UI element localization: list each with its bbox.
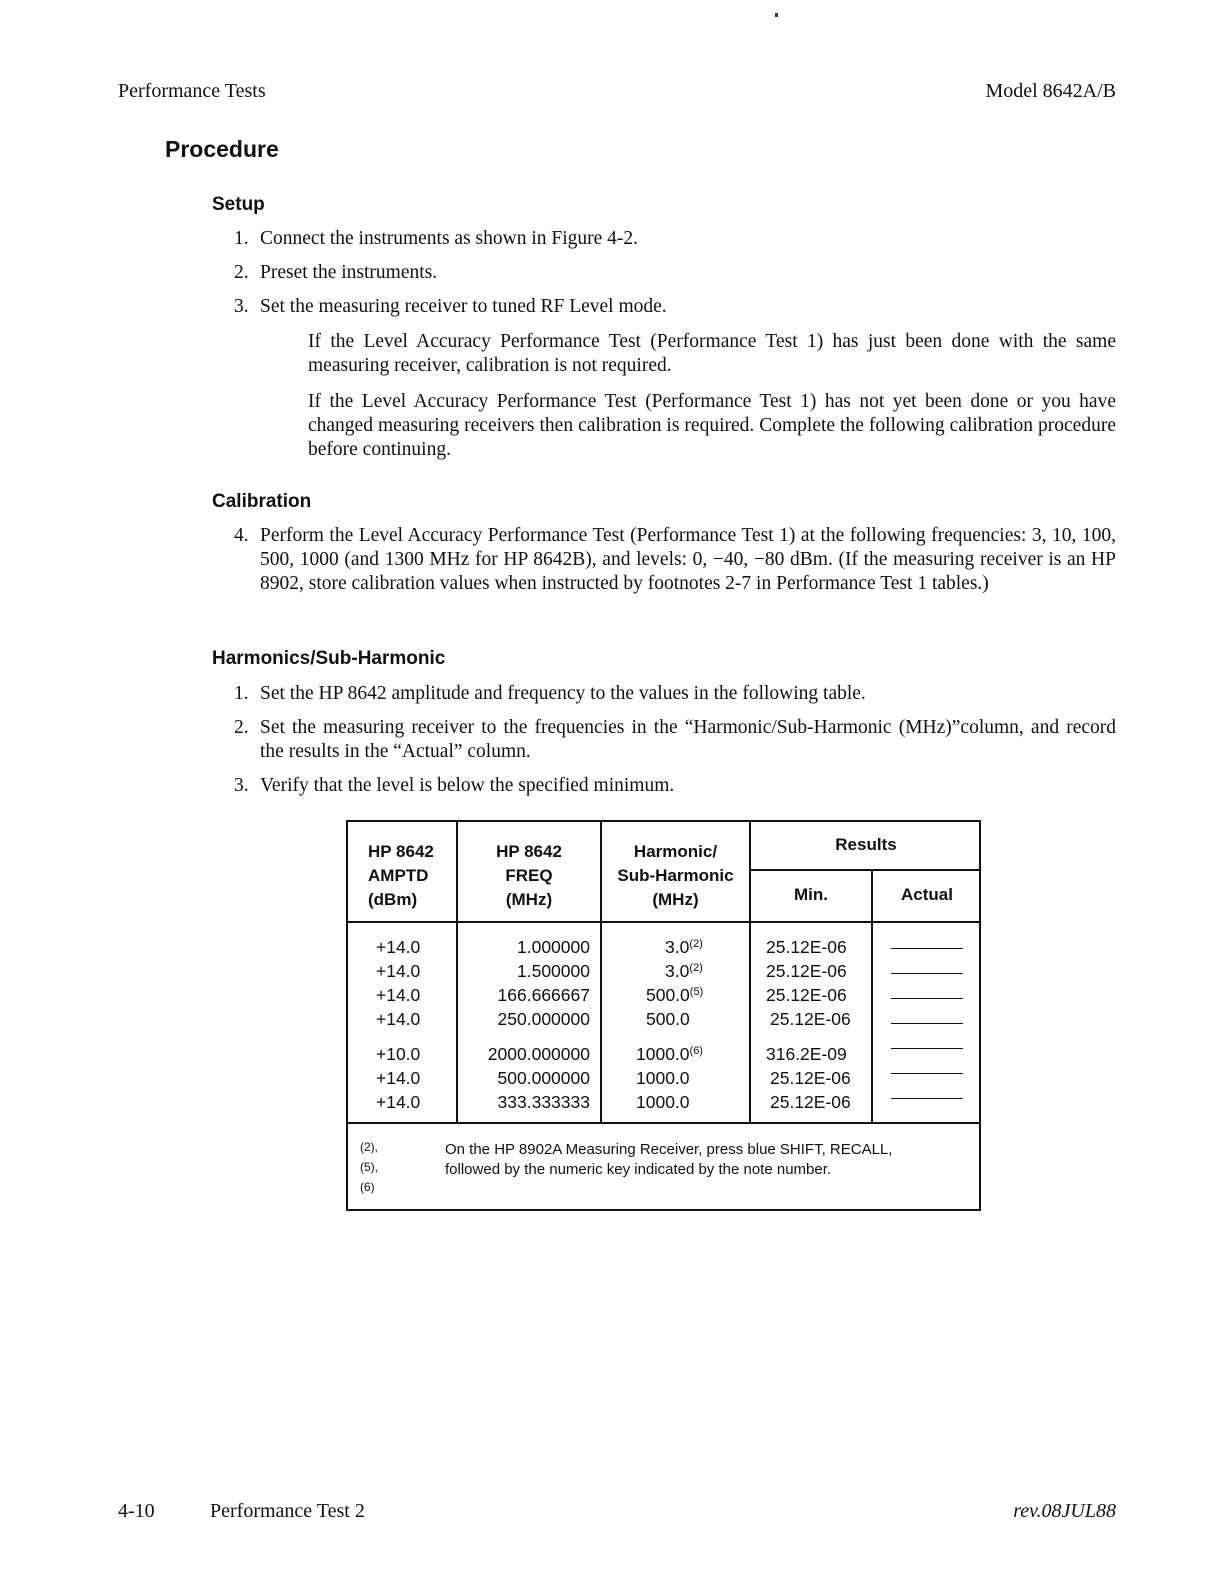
calibration-heading: Calibration: [212, 491, 312, 512]
table-cell: 2000.000000: [487, 1044, 590, 1064]
footnote-marks: (2),(5),(6): [360, 1140, 378, 1194]
setup-steps: [234, 227, 667, 319]
table-cell: [636, 935, 703, 959]
table-cell: [636, 1090, 703, 1114]
min-column: [766, 935, 851, 1114]
step-text: Set the measuring receiver to the frequencies in the “Harmonic/Sub-Harmonic (MHz)”column, and record the results in the “Actual” column.: [260, 717, 1116, 762]
list-item: [234, 261, 667, 285]
table-rule: [348, 1122, 981, 1124]
step-number: 3.: [234, 296, 249, 317]
setup-note-2: If the Level Accuracy Performance Test (Performance Test 1) has not yet been done or you have changed measuring receivers then calibration is required. Complete the following calibration procedure before continuing.: [308, 391, 1116, 460]
header-line: AMPTD: [368, 866, 429, 885]
table-cell: [636, 1042, 703, 1066]
setup-heading: Setup: [212, 194, 265, 215]
table-cell: 25.12E-06: [766, 961, 847, 981]
table-rule: [871, 870, 873, 1124]
header-amptd: [368, 840, 434, 912]
freq-column: [460, 935, 590, 1114]
table-cell: [636, 959, 703, 983]
page-number: 4-10: [118, 1500, 155, 1522]
footnote-ref: (2): [689, 938, 703, 950]
actual-entry-line[interactable]: [891, 1060, 963, 1074]
cell-value: 3.0: [665, 937, 690, 957]
header-actual: Actual: [901, 885, 953, 904]
actual-entry-line[interactable]: [891, 985, 963, 999]
table-cell: 25.12E-06: [766, 985, 847, 1005]
table-cell: 1.000000: [517, 937, 590, 957]
table-cell: [636, 1007, 703, 1031]
table-cell: 25.12E-06: [770, 1068, 851, 1088]
list-item: [234, 716, 1116, 764]
header-line: (MHz): [652, 890, 699, 909]
list-item: [234, 774, 1116, 798]
table-cell: 25.12E-06: [770, 1092, 851, 1112]
list-item: [234, 295, 667, 319]
step-number: 1.: [234, 683, 249, 704]
footnote-text: On the HP 8902A Measuring Receiver, press blue SHIFT, RECALL, followed by the numeric key indicated by the note number.: [445, 1141, 893, 1178]
actual-entry-line[interactable]: [891, 1010, 963, 1024]
step-text: Set the measuring receiver to tuned RF Level mode.: [260, 296, 667, 317]
footnote-ref: (2): [689, 962, 703, 974]
amptd-column: [376, 935, 420, 1114]
actual-entry-line[interactable]: [891, 1085, 963, 1099]
cell-value: 1000.0: [636, 1068, 690, 1088]
header-line: HP 8642: [496, 842, 562, 861]
table-rule: [348, 921, 981, 923]
header-min: Min.: [794, 885, 828, 904]
step-text: Preset the instruments.: [260, 262, 438, 283]
table-cell: 500.000000: [497, 1068, 590, 1088]
table-cell: 250.000000: [497, 1009, 590, 1029]
table-cell: [636, 1066, 703, 1090]
revision-label: rev.08JUL88: [1013, 1500, 1116, 1522]
list-item: [234, 682, 1116, 706]
table-cell: 316.2E-09: [766, 1044, 847, 1064]
table-cell: +14.0: [376, 937, 421, 957]
step-text: Perform the Level Accuracy Performance Test (Performance Test 1) at the following frequencies: 3, 10, 100, 500, 1000 (and 1300 MHz for HP 8642B), and levels: 0, −40, −80 dBm. (If the measuring receiver is an HP 8902, store calibration values when instructed by footnotes 2-7 in Performance Test 1 tables.): [260, 525, 1116, 594]
table-cell: +10.0: [376, 1044, 421, 1064]
header-freq: [458, 840, 600, 912]
table-rule: [749, 869, 981, 871]
step-number: 2.: [234, 262, 249, 283]
table-cell: [636, 983, 703, 1007]
step-text: Connect the instruments as shown in Figure 4-2.: [260, 228, 639, 249]
actual-column[interactable]: [891, 935, 963, 1110]
table-cell: 166.666667: [497, 985, 590, 1005]
setup-note-1: If the Level Accuracy Performance Test (Performance Test 1) has just been done with the same measuring receiver, calibration is not required.: [308, 331, 1116, 376]
table-cell: +14.0: [376, 1092, 421, 1112]
harmonics-table: [346, 820, 981, 1211]
table-cell: +14.0: [376, 985, 421, 1005]
step-number: 1.: [234, 228, 249, 249]
step-text: Set the HP 8642 amplitude and frequency to the values in the following table.: [260, 683, 866, 704]
table-cell: 333.333333: [497, 1092, 590, 1112]
cell-value: 1000.0: [636, 1044, 690, 1064]
cell-value: 500.0: [646, 1009, 690, 1029]
actual-entry-line[interactable]: [891, 960, 963, 974]
harmonics-steps: [234, 682, 1116, 798]
header-line: FREQ: [505, 866, 553, 885]
table-cell: 1.500000: [517, 961, 590, 981]
actual-entry-line[interactable]: [891, 935, 963, 949]
cell-value: 1000.0: [636, 1092, 690, 1112]
cell-value: 500.0: [646, 985, 690, 1005]
header-harmonic: [602, 840, 749, 912]
header-line: (MHz): [505, 890, 553, 909]
table-cell: +14.0: [376, 1009, 421, 1029]
scan-speck: [775, 13, 778, 17]
table-rule: [749, 822, 751, 1124]
footnote-ref: (5): [689, 986, 704, 998]
procedure-heading: Procedure: [165, 136, 279, 162]
footer-section: Performance Test 2: [210, 1500, 365, 1522]
cell-value: 3.0: [665, 961, 690, 981]
harmonics-heading: Harmonics/Sub-Harmonic: [212, 648, 446, 669]
running-header-left: Performance Tests: [118, 80, 266, 102]
table-cell: +14.0: [376, 961, 421, 981]
table-cell: +14.0: [376, 1068, 421, 1088]
table-cell: 25.12E-06: [770, 1009, 851, 1029]
actual-entry-line[interactable]: [891, 1035, 963, 1049]
footnote-ref: (6): [689, 1045, 703, 1057]
header-line: Harmonic/: [633, 842, 718, 861]
running-header-right: Model 8642A/B: [985, 80, 1116, 102]
header-results: Results: [835, 835, 897, 854]
step-text: Verify that the level is below the specified minimum.: [260, 775, 675, 796]
header-line: HP 8642: [368, 842, 434, 861]
table-cell: 25.12E-06: [766, 937, 847, 957]
step-number: 3.: [234, 775, 249, 796]
step-number: 4.: [234, 525, 249, 546]
calibration-steps: [234, 524, 1116, 596]
harmonic-column: [636, 935, 703, 1114]
list-item: [234, 524, 1116, 596]
header-line: (dBm): [368, 890, 418, 909]
step-number: 2.: [234, 717, 249, 738]
header-line: Sub-Harmonic: [617, 866, 734, 885]
list-item: [234, 227, 667, 251]
